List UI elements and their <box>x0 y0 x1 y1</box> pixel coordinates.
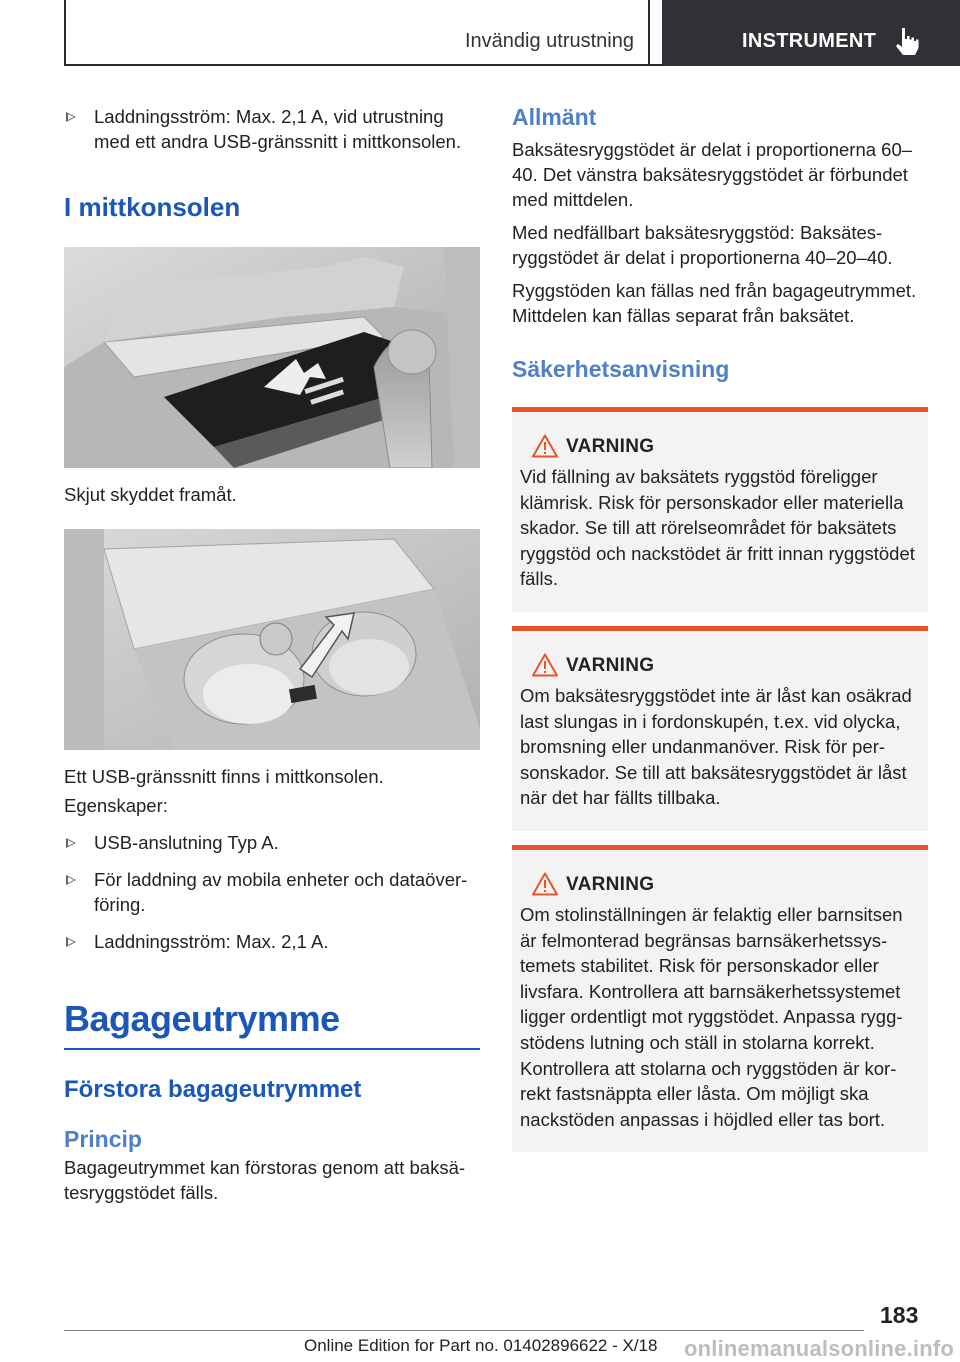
chapter-heading-rule <box>64 1048 480 1050</box>
usb-port-image <box>64 529 480 750</box>
warning-header <box>520 434 920 464</box>
warning-text: Om stolinställningen är felaktig eller barnsitsen är felmonterad begränsas barnsäkerhetssystemets stabilitet. Risk för personskador eller livsfara. Kontrollera att barnsäkerhetssystemet ligger ordentligt mot ryggstödet. Anpassa ryggstödens lutning och ställ in stolarna korrekt. Kontrollera att stolarna och ryggstöden är korrekt fastsnäppta eller låsta. Om möjligt ska nackstöden anpassas i höjdled eller tas bort. <box>520 903 903 1130</box>
page-header <box>0 0 960 66</box>
warning-box <box>512 407 928 612</box>
warning-title: VARNING <box>566 436 655 457</box>
warning-box <box>512 626 928 831</box>
console-cover-illustration <box>64 247 480 468</box>
caption: Skjut skyddet framåt. <box>64 484 237 505</box>
subsection-heading: Princip <box>64 1126 142 1152</box>
warning-text: Vid fällning av baksätets ryggstöd föreligger klämrisk. Risk för personskador eller materiella skador. Se till att rörelseområdet för baksätets ryggstöd och nackstödet är fritt innan ryggstödet fälls. <box>520 466 915 590</box>
subsection-heading: Säkerhetsanvisning <box>512 356 730 382</box>
warning-header <box>520 653 920 683</box>
hand-pointer-icon <box>894 26 920 56</box>
properties-label: Egenskaper: <box>64 795 168 816</box>
warning-title: VARNING <box>566 873 655 895</box>
paragraph: Ryggstöden kan fällas ned från bagageutrymmet. Mittdelen kan fällas separat från baksätet. <box>512 280 917 326</box>
warning-header <box>520 872 920 902</box>
section-heading: Förstora bagageutrymmet <box>64 1076 362 1103</box>
left-column <box>64 100 480 1205</box>
header-section-box <box>64 0 650 66</box>
paragraph: Med nedfällbart baksätesryggstöd: Baksätesryggstödet är delat i proportionerna 40–20–40. <box>512 222 893 268</box>
triangle-bullet-icon <box>66 875 76 885</box>
header-tab[interactable] <box>662 0 960 66</box>
right-column <box>512 100 928 1152</box>
triangle-bullet-icon <box>66 937 76 947</box>
warning-triangle-icon <box>532 872 558 896</box>
warning-box <box>512 845 928 1152</box>
list-item: USB-anslutning Typ A. <box>64 830 480 855</box>
warning-triangle-icon <box>532 434 558 458</box>
triangle-bullet-icon <box>66 112 76 122</box>
triangle-bullet-icon <box>66 838 76 848</box>
header-tab-label: INSTRUMENT <box>742 30 877 52</box>
paragraph: Bagageutrymmet kan förstoras genom att baksätesryggstödet fälls. <box>64 1157 466 1203</box>
list-item: Laddningsström: Max. 2,1 A. <box>64 929 480 954</box>
usb-port-illustration <box>64 529 480 750</box>
footer-rule <box>64 1330 864 1331</box>
caption: Ett USB-gränssnitt finns i mittkonsolen. <box>64 766 384 787</box>
chapter-heading: Bagageutrymme <box>64 998 340 1039</box>
warning-triangle-icon <box>532 653 558 677</box>
warning-text: Om baksätesryggstödet inte är låst kan osäkrad last slungas in i fordonskupén, t.ex. vid olycka, bromsning eller undanmanöver. Risk för personskador. Se till att baksätesryggstödet är låst när det har fällts tillbaka. <box>520 684 912 809</box>
section-heading: I mittkonsolen <box>64 192 241 222</box>
list-item: För laddning av mobila enheter och dataöverföring. <box>64 867 480 917</box>
header-section-title: Invändig utrustning <box>464 30 634 52</box>
paragraph: Baksätesryggstödet är delat i proportionerna 60–40. Det vänstra baksätesryggstödet är förbundet med mittdelen. <box>512 139 913 210</box>
console-cover-image <box>64 247 480 468</box>
footer-watermark: onlinemanualsonline.info <box>684 1336 955 1361</box>
subsection-heading: Allmänt <box>512 104 597 130</box>
warning-title: VARNING <box>566 654 655 676</box>
footer-edition: Online Edition for Part no. 01402896622 - X/18 <box>304 1336 658 1355</box>
list-item: Laddningsström: Max. 2,1 A, vid utrustning med ett andra USB-gränssnitt i mittkonsolen. <box>64 104 480 154</box>
page-number: 183 <box>880 1302 919 1328</box>
